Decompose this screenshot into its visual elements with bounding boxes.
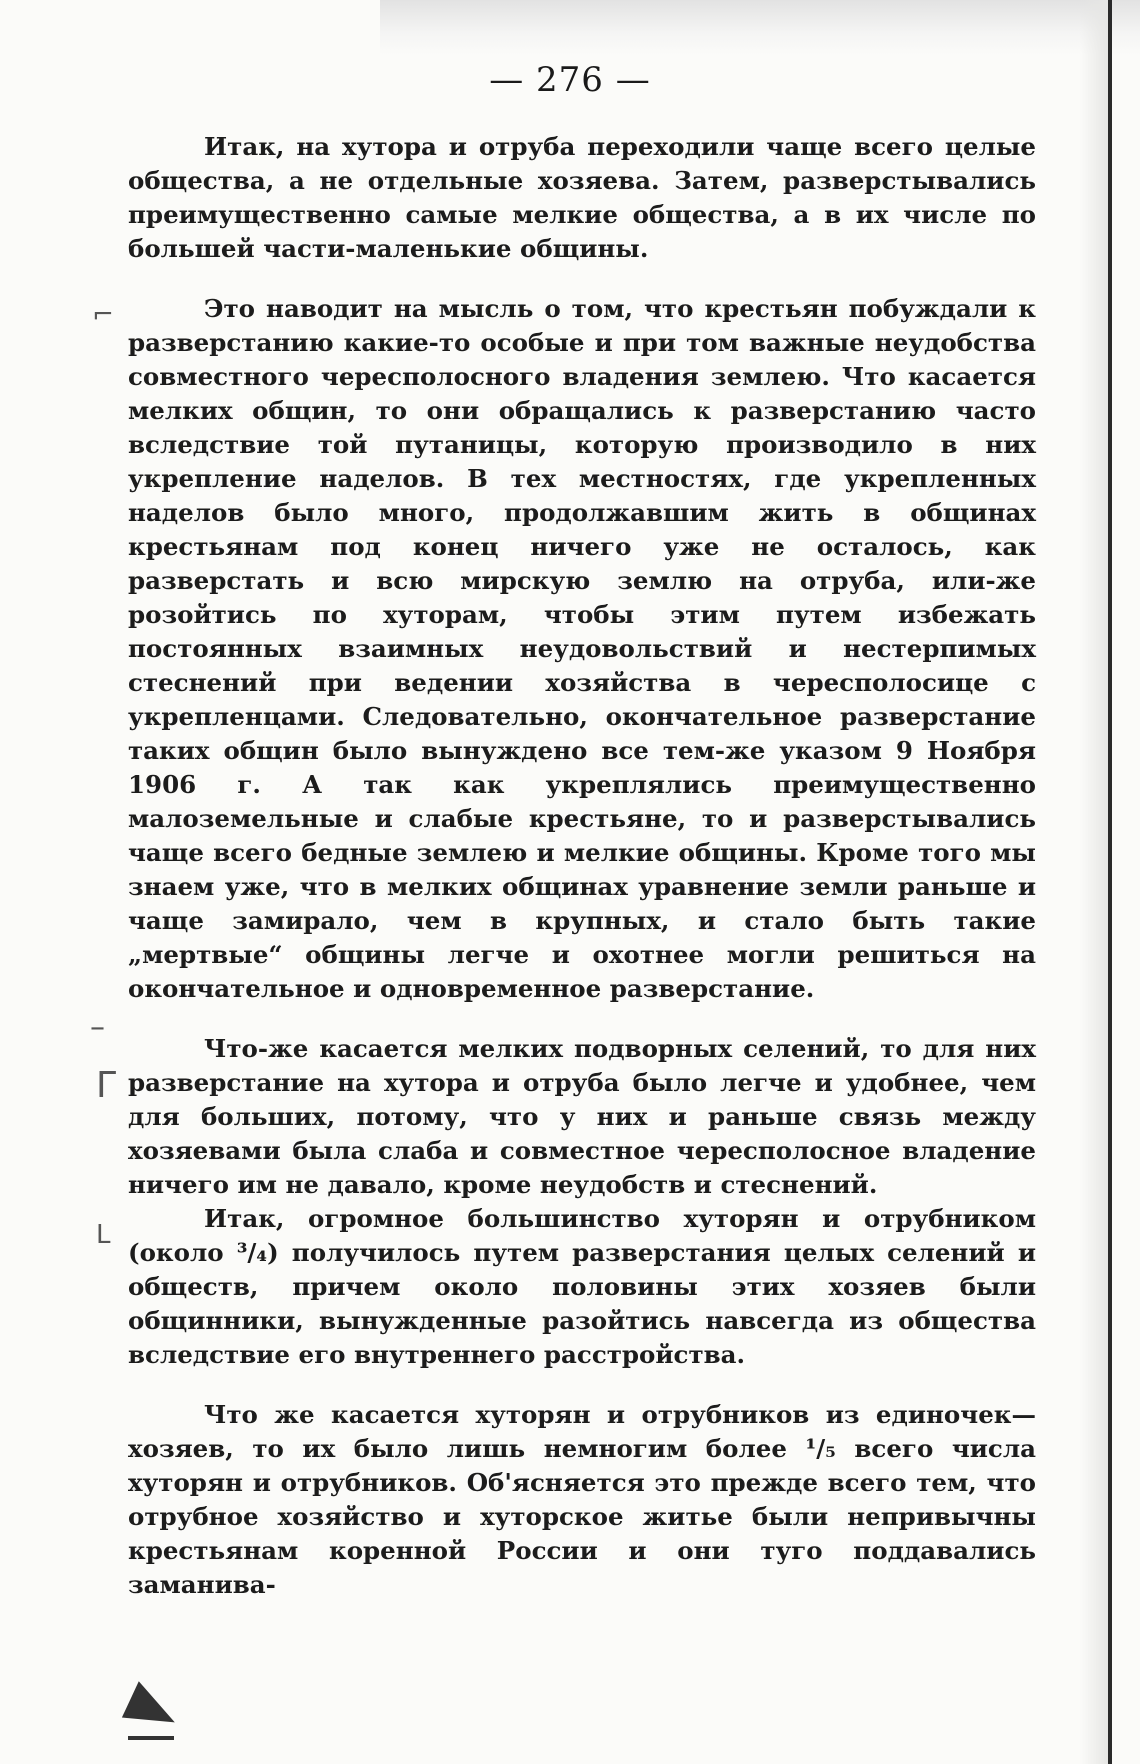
corner-scan-artifact: [122, 1681, 184, 1738]
pencil-mark: Γ: [96, 1065, 117, 1106]
pencil-mark: –: [90, 1010, 105, 1045]
page-edge: [1108, 0, 1112, 1764]
page-edge-shadow: [1080, 0, 1108, 1764]
paragraph: Итак, на хутора и отруба переходили чаще всего целые общества, а не отдельные хозяева. Затем, разверстывались преимущественно самые мелкие общества, а в их числе по большей части-маленькие общины.: [128, 132, 1036, 263]
paragraph: Что же касается хуторян и отрубников из единочек—хозяев, то их было лишь немногим более ¹/₅ всего числа хуторян и отрубников. Об'ясняется это прежде всего тем, что отрубное хозяйство и хуторское житье были непривычны крестьянам коренной России и они туго поддавались заманива-: [128, 1400, 1036, 1599]
paragraph: Что-же касается мелких подворных селений, то для них разверстание на хутора и отруба было легче и удобнее, чем для больших, потому, что у них и раньше связь между хозяевами была слаба и совместное чересполосное владение ничего им не давало, кроме неудобств и стеснений.: [128, 1034, 1036, 1199]
body-text: [128, 130, 1036, 1628]
page-number: — 276 —: [489, 60, 651, 100]
pencil-mark: ⌐: [92, 300, 114, 330]
scan-shadow: [380, 0, 1140, 55]
pencil-mark: L: [96, 1220, 111, 1250]
paragraph: Это наводит на мысль о том, что крестьян побуждали к разверстанию какие-то особые и при том важные неудобства совместного чересполосного владения землею. Что касается мелких общин, то они обращались к разверстанию часто вследствие той путаницы, которую производило в них укрепление наделов. В тех местностях, где укрепленных наделов было много, продолжавшим жить в общинах крестьянам под конец ничего уже не осталось, как разверстать и всю мирскую землю на отруба, или-же розойтись по хуторам, чтобы этим путем избежать постоянных взаимных неудовольствий и нестерпимых стеснений при ведении хозяйства в чересполосице с укрепленцами. Следовательно, окончательное разверстание таких общин было вынуждено все тем-же указом 9 Ноября 1906 г. А так как укреплялись преимущественно малоземельные и слабые крестьяне, то и разверстывались чаще всего бедные землею и мелкие общины. Кроме того мы знаем уже, что в мелких общинах уравнение земли раньше и чаще замирало, чем в крупных, и стало быть такие „мертвые“ общины легче и охотнее могли решиться на окончательное и одновременное разверстание.: [128, 294, 1036, 1003]
paragraph: Итак, огромное большинство хуторян и отрубником (около ³/₄) получилось путем разверстания целых селений и обществ, причем около половины этих хозяев были общинники, вынужденные разойтись навсегда из общества вследствие его внутреннего расстройства.: [128, 1204, 1036, 1369]
corner-scan-artifact: [128, 1736, 174, 1740]
